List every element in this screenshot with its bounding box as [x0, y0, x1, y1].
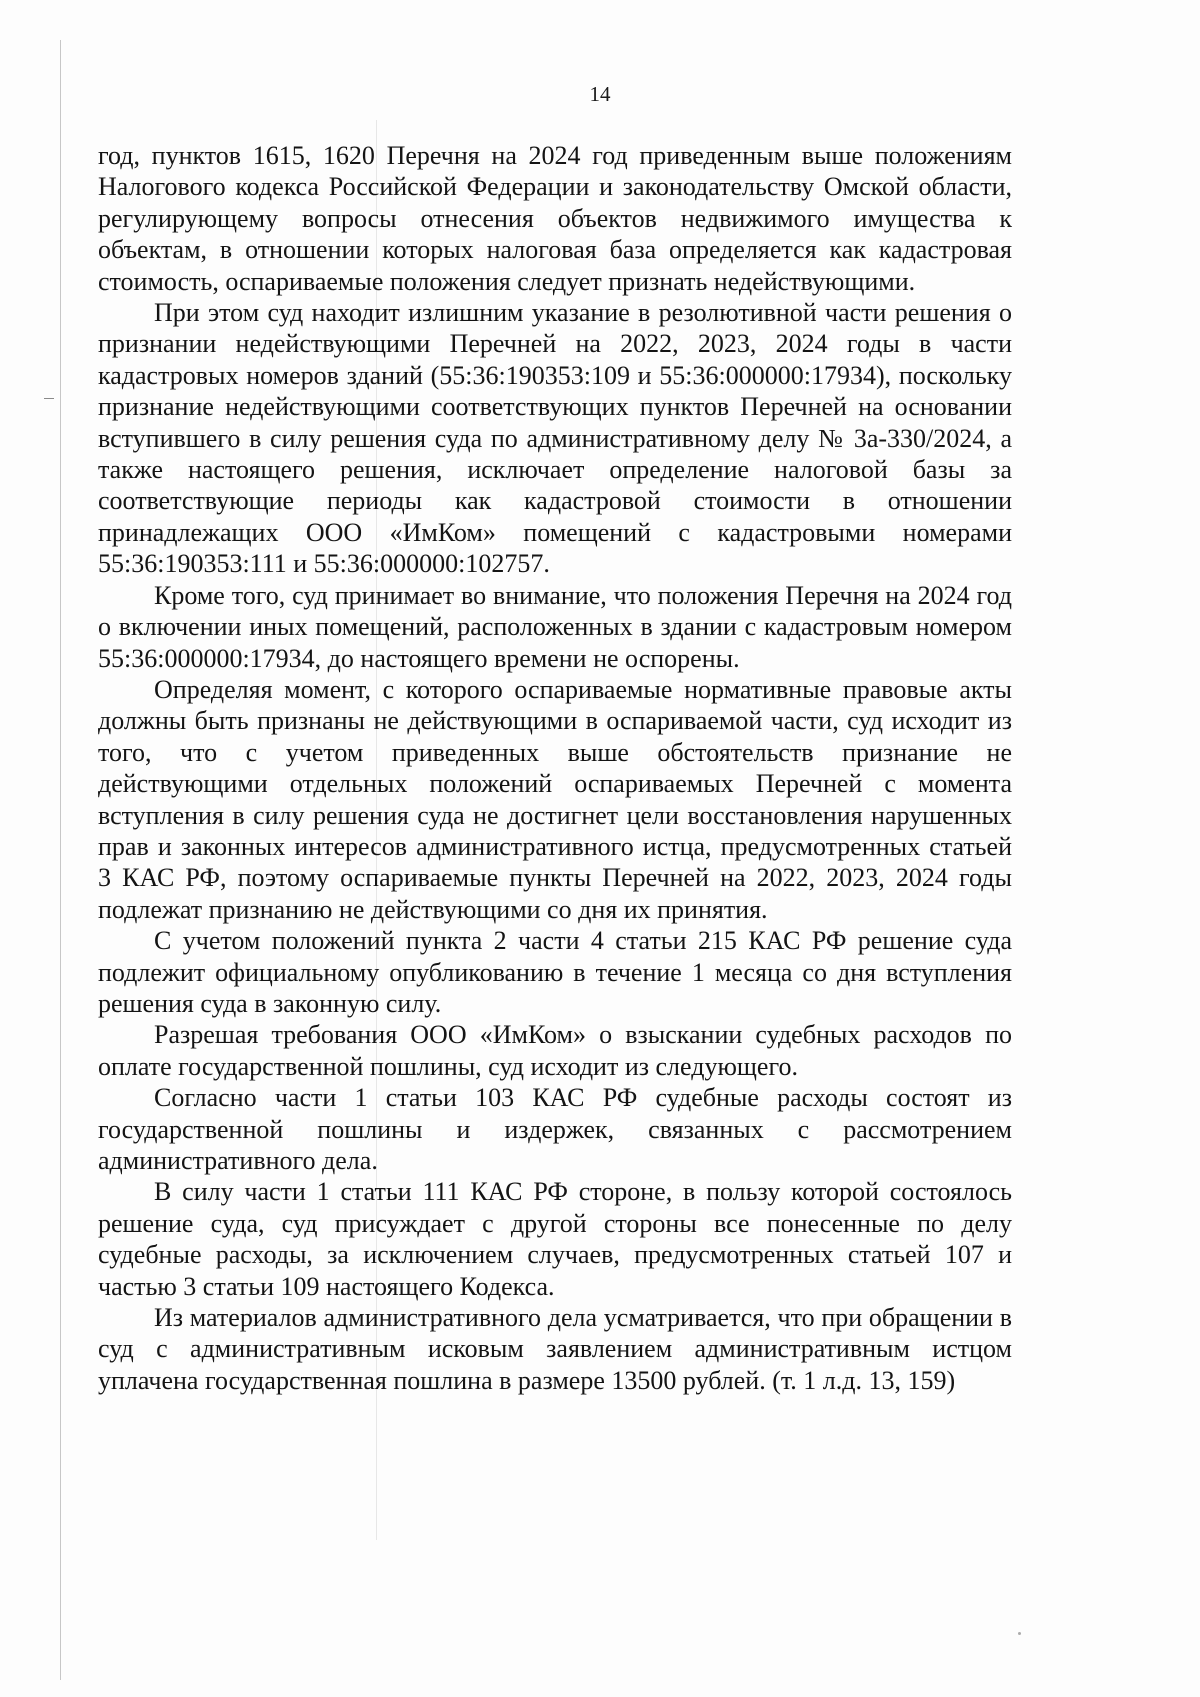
paragraph: Определяя момент, с которого оспариваемые нормативные правовые акты должны быть признаны не действующими в оспариваемой части, суд исходит из того, что с учетом приведенных выше обстоятельств признание не действующими отдельных положений оспариваемых Перечней с момента вступления в силу решения суда не достигнет цели восстановления нарушенных прав и законных интересов административного истца, предусмотренных статьей 3 КАС РФ, поэтому оспариваемые пункты Перечней на 2022, 2023, 2024 годы подлежат признанию не действующими со дня их принятия.	[98, 674, 1012, 924]
page-number: 14	[589, 82, 611, 106]
paragraph: Кроме того, суд принимает во внимание, что положения Перечня на 2024 год о включении иных помещений, расположенных в здании с кадастровым номером 55:36:000000:17934, до настоящего времени не оспорены.	[98, 580, 1012, 673]
scan-left-edge-line	[60, 40, 61, 1680]
paragraph: Разрешая требования ООО «ИмКом» о взыскании судебных расходов по оплате государственной пошлины, суд исходит из следующего.	[98, 1020, 1012, 1081]
scan-speck	[1018, 1632, 1021, 1635]
paragraph: Из материалов административного дела усматривается, что при обращении в суд с административным исковым заявлением административным истцом уплачена государственная пошлина в размере 13500 рублей. (т. 1 л.д. 13, 159)	[98, 1303, 1012, 1395]
paragraph: Согласно части 1 статьи 103 КАС РФ судебные расходы состоят из государственной пошлины и издержек, связанных с рассмотрением административного дела.	[98, 1083, 1012, 1175]
paragraph: С учетом положений пункта 2 части 4 статьи 215 КАС РФ решение суда подлежит официальному опубликованию в течение 1 месяца со дня вступления решения суда в законную силу.	[98, 926, 1012, 1018]
document-body	[98, 140, 1012, 1396]
paragraph: При этом суд находит излишним указание в резолютивной части решения о признании недействующими Перечней на 2022, 2023, 2024 годы в части кадастровых номеров зданий (55:36:190353:109 и 55:36:000000:17934), поскольку признание недействующими соответствующих пунктов Перечней на основании вступившего в силу решения суда по административному делу № 3а-330/2024, а также настоящего решения, исключает определение налоговой базы за соответствующие периоды как кадастровой стоимости в отношении принадлежащих ООО «ИмКом» помещений с кадастровыми номерами 55:36:190353:111 и 55:36:000000:102757.	[98, 298, 1012, 579]
paragraph: В силу части 1 статьи 111 КАС РФ стороне, в пользу которой состоялось решение суда, суд присуждает с другой стороны все понесенные по делу судебные расходы, за исключением случаев, предусмотренных статьей 107 и частью 3 статьи 109 настоящего Кодекса.	[98, 1177, 1012, 1301]
scan-margin-mark	[44, 398, 54, 399]
paragraph-continuation: год, пунктов 1615, 1620 Перечня на 2024 год приведенным выше положениям Налогового кодекса Российской Федерации и законодательству Омской области, регулирующему вопросы отнесения объектов недвижимого имущества к объектам, в отношении которых налоговая база определяется как кадастровая стоимость, оспариваемые положения следует признать недействующими.	[98, 141, 1012, 296]
